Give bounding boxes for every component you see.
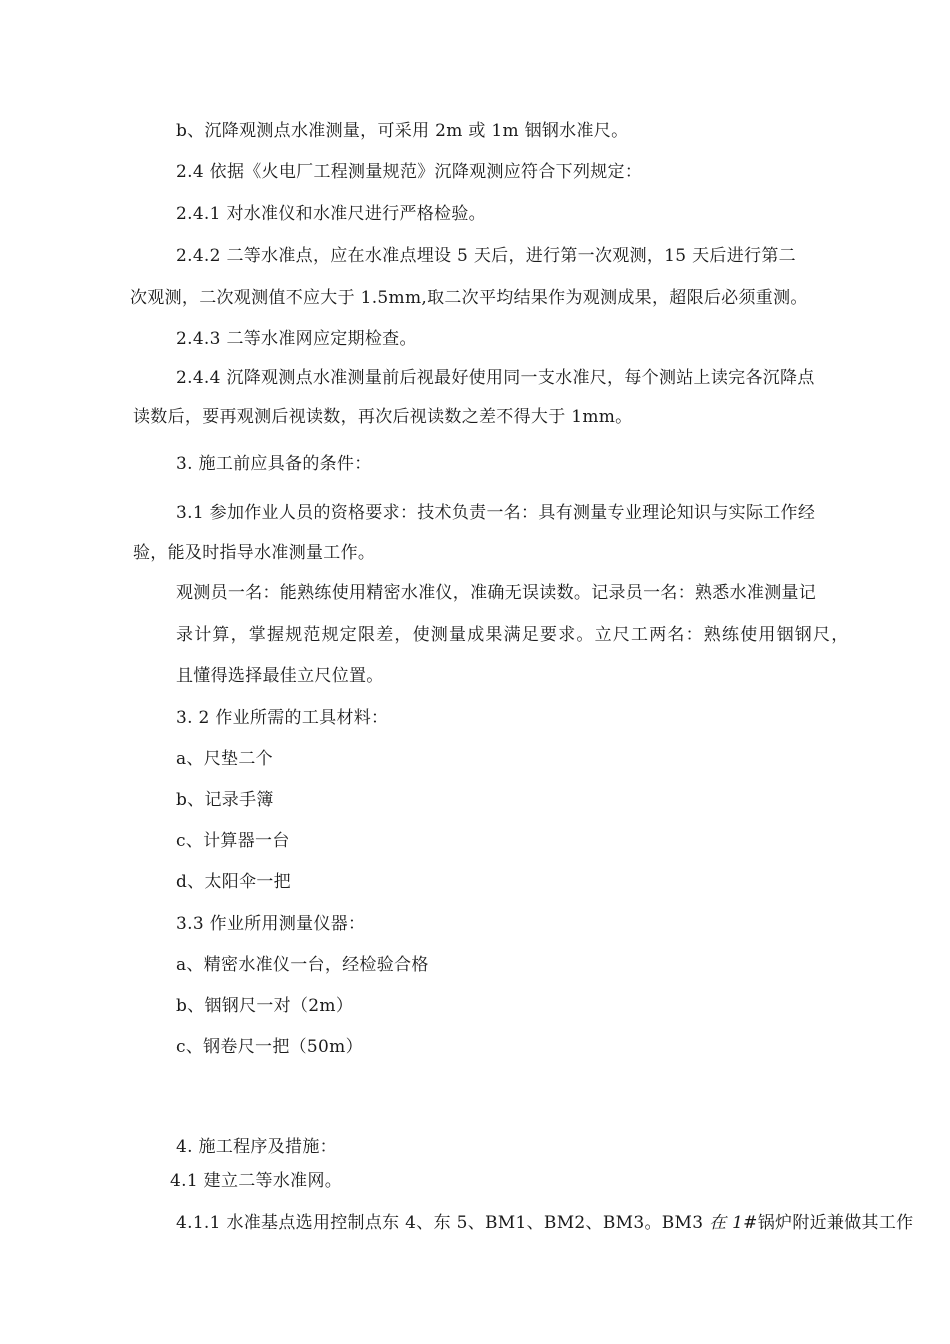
list-item: a、精密水准仪一台，经检验合格 [176,955,429,975]
list-item: b、铟钢尺一对（2m） [176,996,354,1016]
text-line: 且懂得选择最佳立尺位置。 [176,666,384,686]
text-line: 次观测，二次观测值不应大于 1.5mm,取二次平均结果作为观测成果，超限后必须重测。 [130,288,808,308]
text-line: 2.4.4 沉降观测点水准测量前后视最好使用同一支水准尺，每个测站上读完各沉降点 [176,368,815,388]
list-item: b、记录手簿 [176,790,274,810]
text-line: 2.4.2 二等水准点，应在水准点埋设 5 天后，进行第一次观测，15 天后进行第二 [176,246,796,266]
text-line: 读数后，要再观测后视读数，再次后视读数之差不得大于 1mm。 [133,407,633,427]
list-item: c、钢卷尺一把（50m） [176,1037,363,1057]
section-heading: 3. 施工前应具备的条件： [176,454,372,474]
text-line: 3. 2 作业所需的工具材料： [176,708,389,728]
text-line: 2.4 依据《火电厂工程测量规范》沉降观测应符合下列规定： [176,162,643,182]
text-line [176,1212,913,1234]
text-line: 3.1 参加作业人员的资格要求：技术负责一名：具有测量专业理论知识与实际工作经 [176,503,816,523]
text-line: 4.1 建立二等水准网。 [170,1171,343,1191]
text-segment-italic: 在 1# [709,1213,758,1233]
text-line: b、沉降观测点水准测量，可采用 2m 或 1m 铟钢水准尺。 [176,121,629,141]
list-item: c、计算器一台 [176,831,290,851]
text-line: 验，能及时指导水准测量工作。 [133,543,376,563]
text-line: 录计算，掌握规范规定限差，使测量成果满足要求。立尺工两名：熟练使用铟钢尺， [176,625,850,645]
list-item: d、太阳伞一把 [176,872,291,892]
text-line: 3.3 作业所用测量仪器： [176,914,366,934]
text-line: 2.4.1 对水准仪和水准尺进行严格检验。 [176,204,486,224]
text-segment: 4.1.1 水准基点选用控制点东 4、东 5、BM1、BM2、BM3。BM3 [176,1213,710,1233]
list-item: a、尺垫二个 [176,749,273,769]
section-heading: 4. 施工程序及措施： [176,1137,337,1157]
text-line: 观测员一名：能熟练使用精密水准仪，准确无误读数。记录员一名：熟悉水准测量记 [176,583,817,603]
text-segment: 锅炉附近兼做其工作 [757,1213,914,1233]
text-line: 2.4.3 二等水准网应定期检查。 [176,329,417,349]
